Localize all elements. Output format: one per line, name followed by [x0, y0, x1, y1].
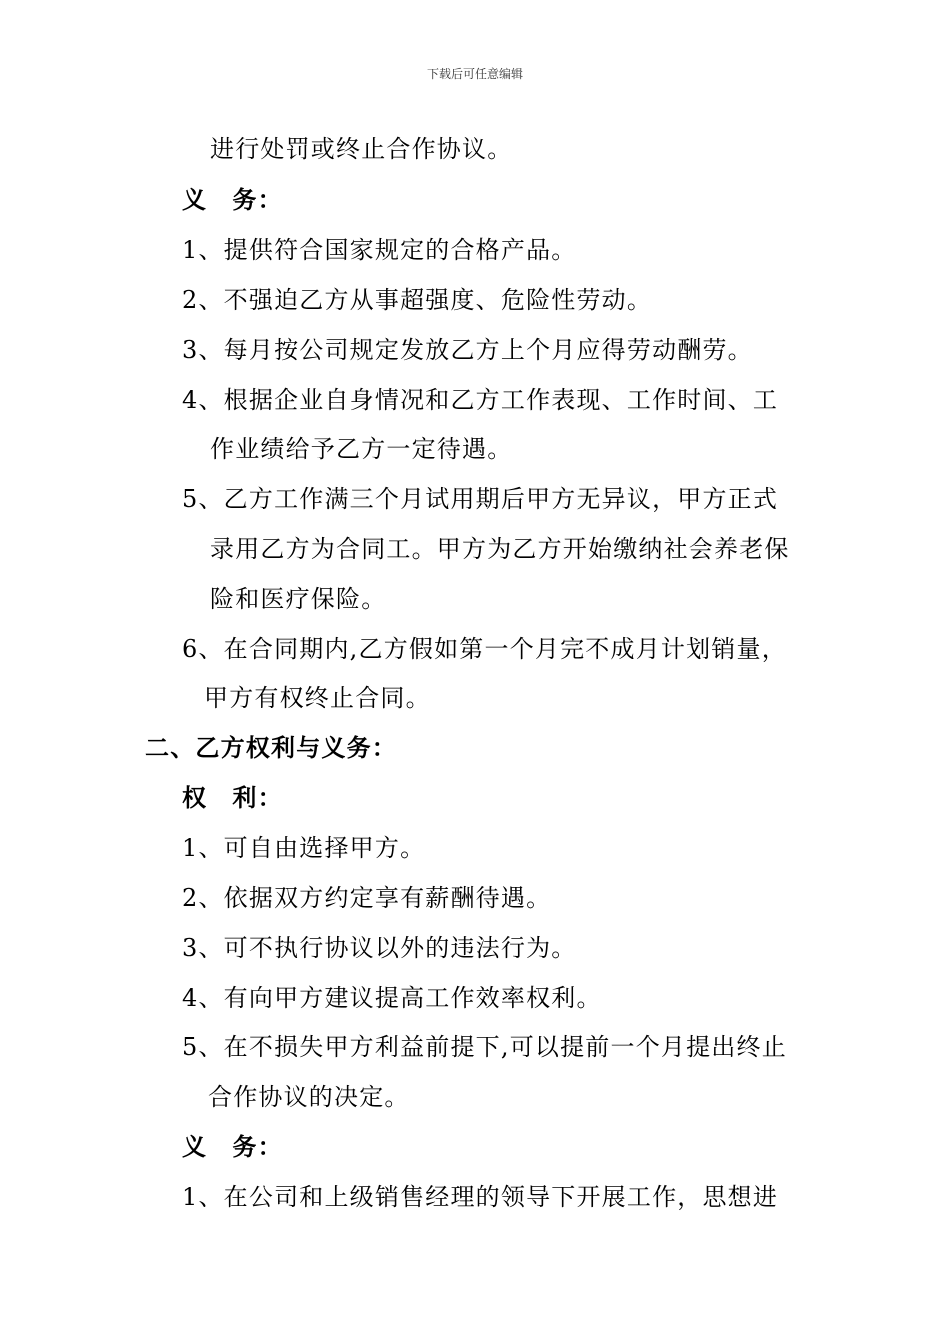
list-item: 2、依据双方约定享有薪酬待遇。: [182, 884, 552, 912]
list-item: 2、不强迫乙方从事超强度、危险性劳动。: [182, 286, 653, 314]
list-item: 5、在不损失甲方利益前提下,可以提前一个月提出终止: [182, 1033, 787, 1061]
paragraph-line: 进行处罚或终止合作协议。: [210, 135, 513, 163]
list-item: 1、可自由选择甲方。: [182, 834, 426, 862]
section-heading-duties: 义 务：: [182, 1132, 283, 1161]
list-item: 1、在公司和上级销售经理的领导下开展工作，思想进: [182, 1183, 779, 1211]
section-title-party-b: 二、乙方权利与义务：: [145, 733, 397, 762]
list-item-continuation: 甲方有权终止合同。: [204, 684, 431, 712]
section-heading-rights: 权 利：: [182, 783, 283, 812]
list-item-continuation: 险和医疗保险。: [210, 585, 387, 613]
list-item: 4、有向甲方建议提高工作效率权利。: [182, 984, 602, 1012]
list-item: 3、可不执行协议以外的违法行为。: [182, 934, 577, 962]
list-item: 1、提供符合国家规定的合格产品。: [182, 236, 577, 264]
list-item: 6、在合同期内,乙方假如第一个月完不成月计划销量，: [182, 635, 787, 663]
list-item: 3、每月按公司规定发放乙方上个月应得劳动酬劳。: [182, 336, 753, 364]
list-item-continuation: 合作协议的决定。: [208, 1083, 410, 1111]
list-item-continuation: 作业绩给予乙方一定待遇。: [210, 435, 513, 463]
list-item: 5、乙方工作满三个月试用期后甲方无异议，甲方正式: [182, 485, 779, 513]
list-item-continuation: 录用乙方为合同工。甲方为乙方开始缴纳社会养老保: [210, 535, 790, 563]
section-heading-duties: 义 务：: [182, 185, 283, 214]
list-item: 4、根据企业自身情况和乙方工作表现、工作时间、工: [182, 386, 779, 414]
page-header-note: 下载后可任意编辑: [426, 67, 523, 81]
